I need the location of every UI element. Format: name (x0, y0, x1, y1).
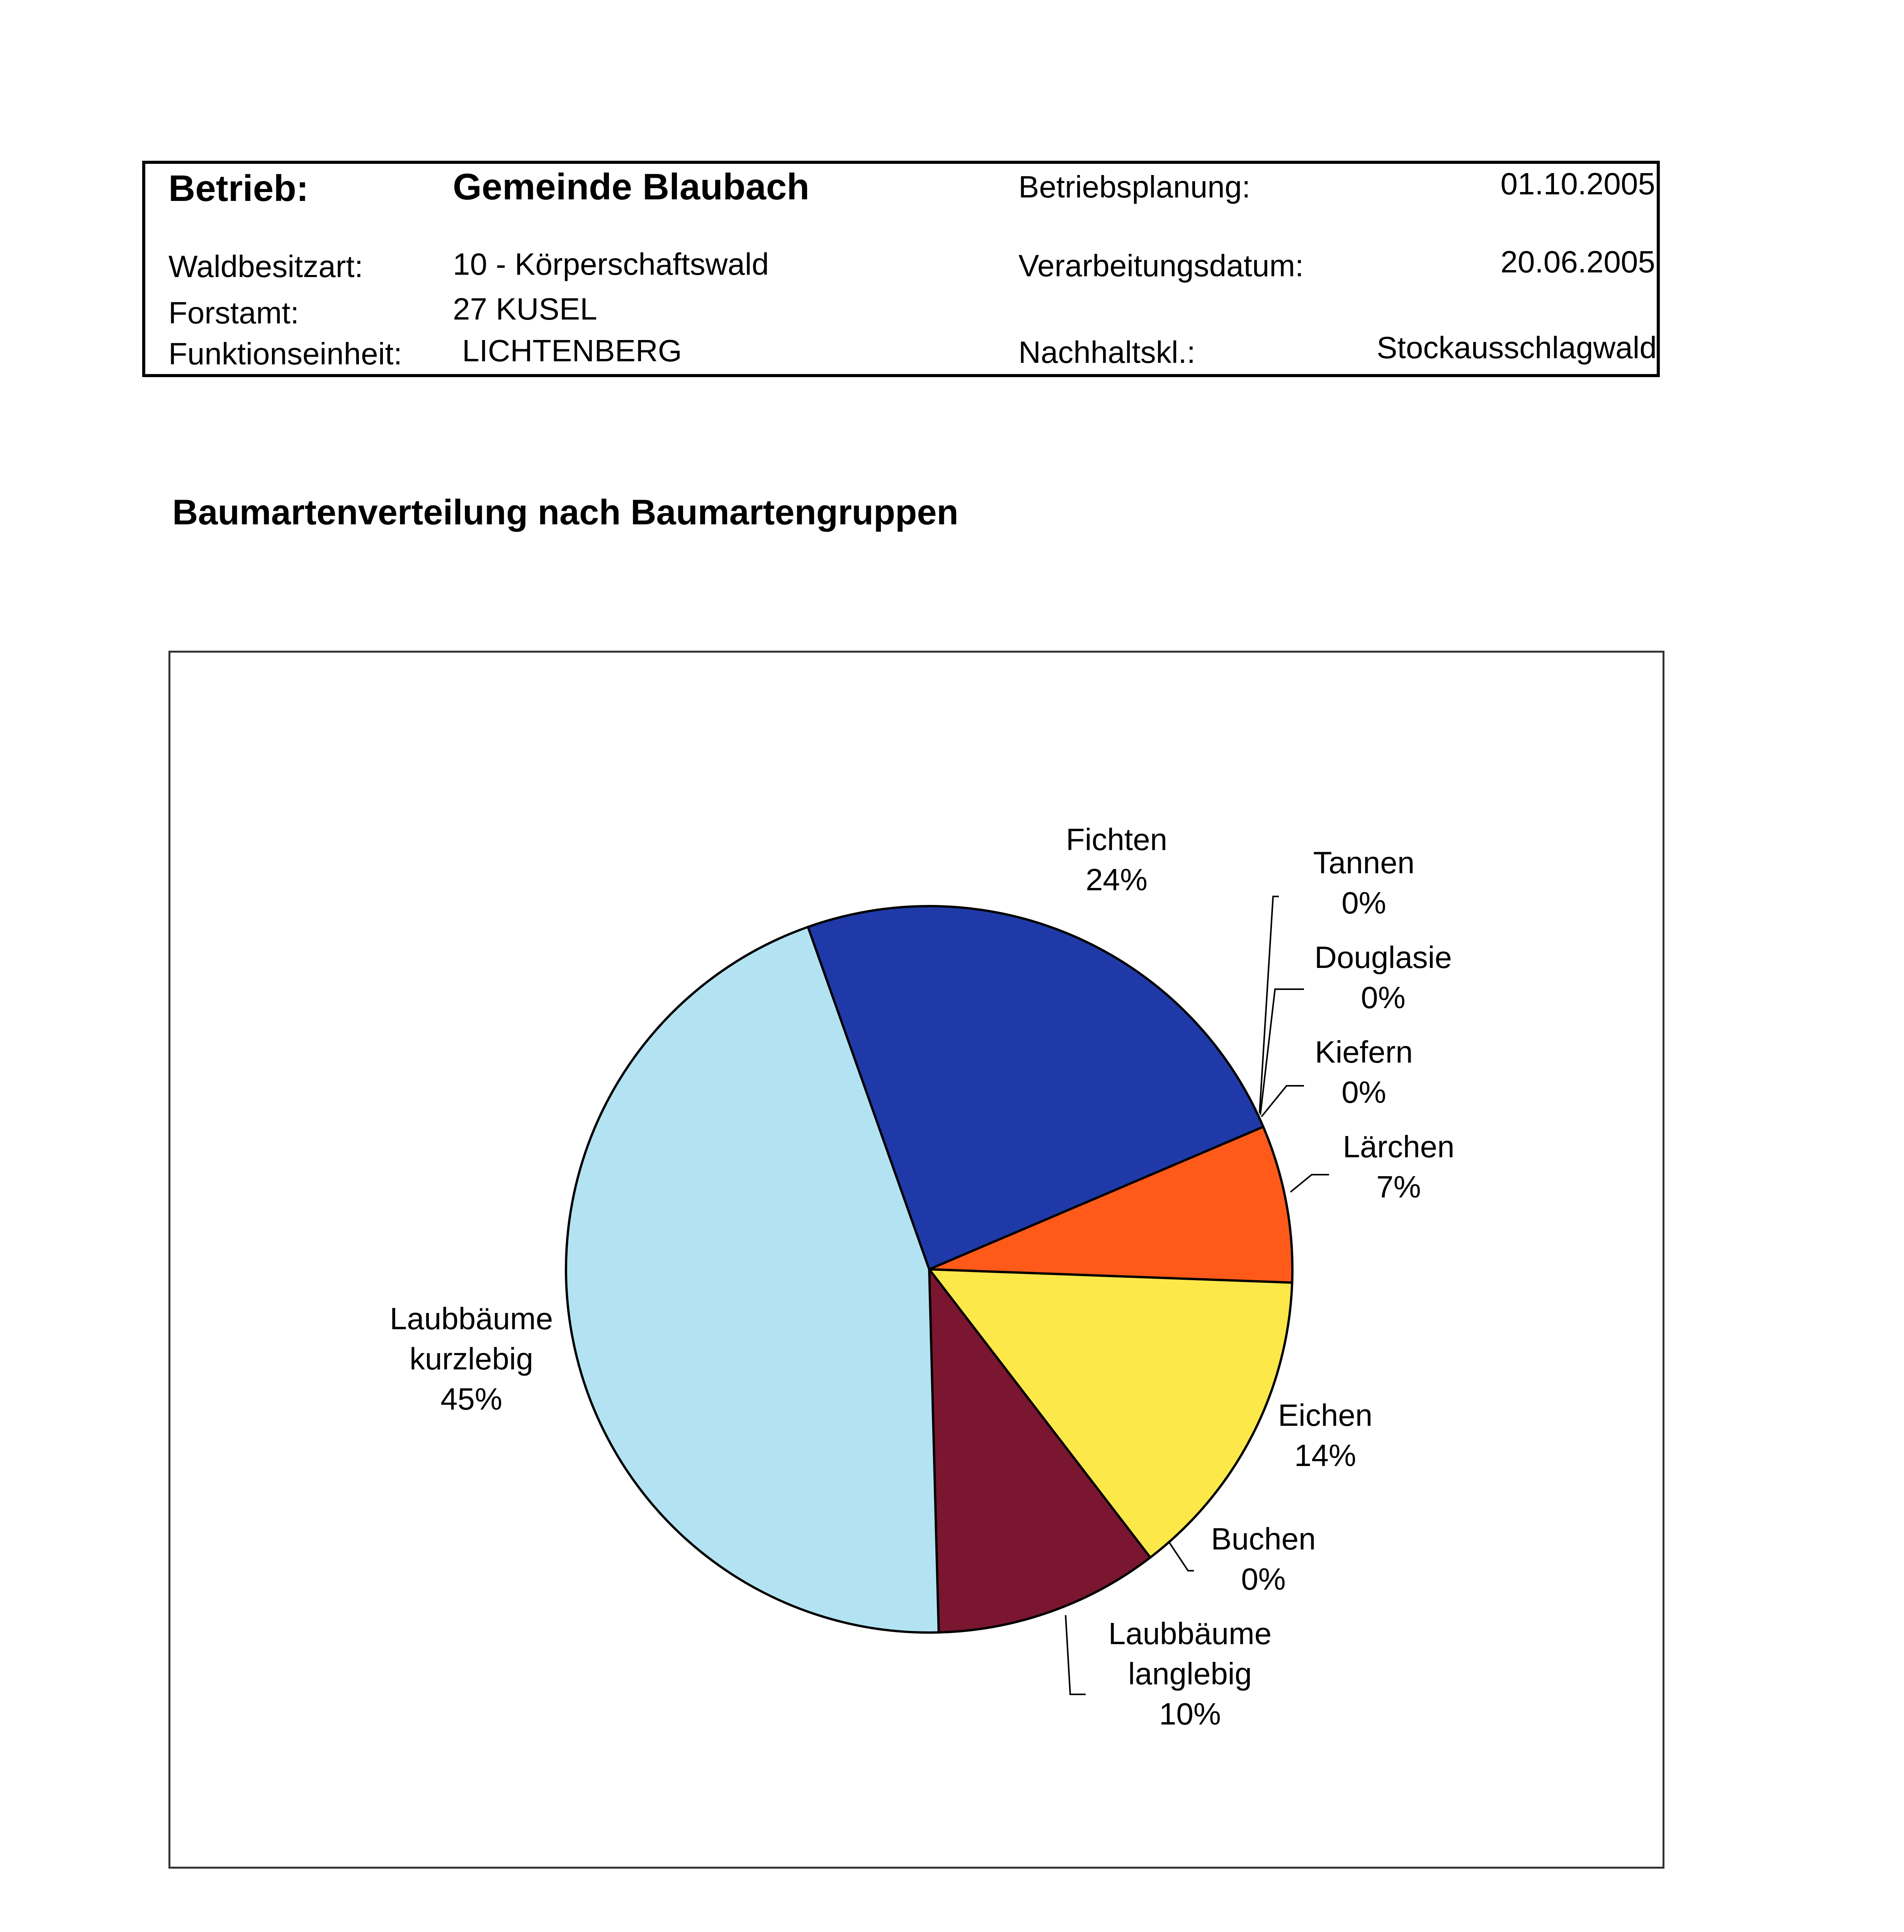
nachhaltskl-label: Nachhaltskl.: (1018, 335, 1195, 369)
slice-label: Lärchen 7% (1343, 1129, 1455, 1204)
waldbesitzart-label: Waldbesitzart: (168, 249, 363, 284)
funktionseinheit-label: Funktionseinheit: (168, 337, 402, 371)
leader-line (1290, 1175, 1329, 1192)
verarbeitungsdatum-label: Verarbeitungsdatum: (1018, 248, 1304, 283)
funktionseinheit-value: LICHTENBERG (462, 333, 682, 368)
slice-label: Tannen 0% (1313, 845, 1415, 920)
leader-line (1261, 1086, 1304, 1117)
betriebsplanung-label: Betriebsplanung: (1018, 170, 1251, 204)
slice-label: Fichten 24% (1066, 822, 1168, 897)
slice-label: Laubbäume kurzlebig 45% (389, 1301, 553, 1416)
verarbeitungsdatum-value: 20.06.2005 (1500, 245, 1655, 279)
nachhaltskl-value: Stockausschlagwald (1377, 330, 1657, 365)
betrieb-value: Gemeinde Blaubach (453, 166, 809, 207)
waldbesitzart-value: 10 - Körperschaftswald (453, 247, 769, 281)
slice-label: Buchen 0% (1211, 1522, 1316, 1596)
slice-label: Laubbäume langlebig 10% (1108, 1616, 1272, 1731)
leader-line (1260, 896, 1279, 1113)
leader-line (1066, 1615, 1086, 1694)
leader-line (1169, 1542, 1194, 1571)
slice-label: Kiefern 0% (1315, 1035, 1413, 1109)
slice-label: Eichen 14% (1278, 1398, 1373, 1473)
slice-label: Douglasie 0% (1314, 940, 1452, 1015)
betriebsplanung-value: 01.10.2005 (1500, 167, 1655, 201)
chart-heading: Baumartenverteilung nach Baumartengruppen (172, 493, 959, 532)
forstamt-value: 27 KUSEL (453, 292, 597, 326)
betrieb-label: Betrieb: (168, 168, 309, 209)
forstamt-label: Forstamt: (168, 296, 299, 330)
